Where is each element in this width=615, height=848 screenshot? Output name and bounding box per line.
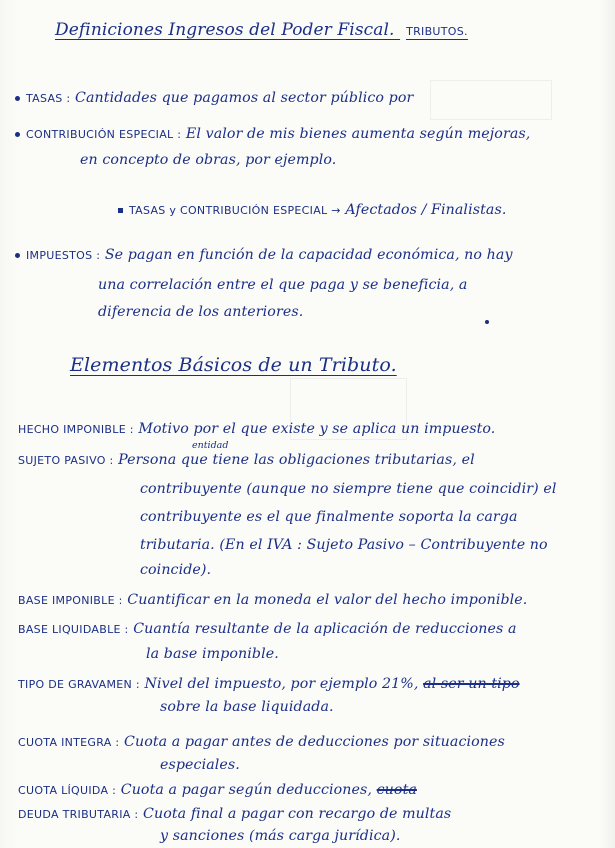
deuda-tributaria: DEUDA TRIBUTARIA : Cuota final a pagar con recargo de multas [18, 806, 452, 822]
impuestos-definition-cont: una correlación entre el que paga y se beneficia, a [98, 277, 468, 293]
contribucion-definition-cont: en concepto de obras, por ejemplo. [80, 152, 337, 168]
sujeto-pasivo-cont: coincide). [140, 562, 212, 578]
ink-dot [485, 320, 489, 324]
sujeto-pasivo-cont: contribuyente (aunque no siempre tiene que coincidir) el [140, 481, 557, 497]
bullet-icon [15, 132, 20, 137]
cuota-integra: CUOTA INTEGRA : Cuota a pagar antes de deducciones por situaciones [18, 734, 505, 750]
inserted-word: entidad [192, 440, 229, 451]
bullet-icon [15, 253, 20, 258]
base-liquidable: BASE LIQUIDABLE : Cuantía resultante de la aplicación de reducciones a [18, 621, 517, 637]
show-through-mark [430, 80, 552, 120]
cuota-liquida: CUOTA LÍQUIDA : Cuota a pagar según deducciones, cuota [18, 782, 417, 798]
sujeto-pasivo: SUJETO PASIVO : Persona que tiene las obligaciones tributarias, el [18, 452, 475, 468]
tasas-definition: TASAS : Cantidades que pagamos al sector público por [15, 90, 413, 106]
page-title: Definiciones Ingresos del Poder Fiscal. TRIBUTOS. [55, 20, 468, 40]
hecho-imponible: HECHO IMPONIBLE : Motivo por el que existe y se aplica un impuesto. [18, 421, 496, 437]
section-heading: Elementos Básicos de un Tributo. [70, 354, 397, 376]
bullet-icon [118, 208, 123, 213]
tipo-gravamen-cont: sobre la base liquidada. [160, 699, 334, 715]
base-liquidable-cont: la base imponible. [146, 646, 279, 662]
tasas-contribucion-note: TASAS y CONTRIBUCIÓN ESPECIAL → Afectados / Finalistas. [118, 202, 506, 218]
contribucion-definition: CONTRIBUCIÓN ESPECIAL : El valor de mis bienes aumenta según mejoras, [15, 126, 530, 142]
impuestos-definition-cont: diferencia de los anteriores. [98, 304, 304, 320]
base-imponible: BASE IMPONIBLE : Cuantificar en la moneda el valor del hecho imponible. [18, 592, 528, 608]
cuota-integra-cont: especiales. [160, 757, 240, 773]
sujeto-pasivo-cont: contribuyente es el que finalmente soporta la carga [140, 509, 518, 525]
impuestos-definition: IMPUESTOS : Se pagan en función de la capacidad económica, no hay [15, 247, 513, 263]
sujeto-pasivo-cont: tributaria. (En el IVA : Sujeto Pasivo – Contribuyente no [140, 537, 548, 553]
deuda-tributaria-cont: y sanciones (más carga jurídica). [160, 828, 401, 844]
bullet-icon [15, 96, 20, 101]
tipo-gravamen: TIPO DE GRAVAMEN : Nivel del impuesto, por ejemplo 21%, al ser un tipo [18, 676, 520, 692]
